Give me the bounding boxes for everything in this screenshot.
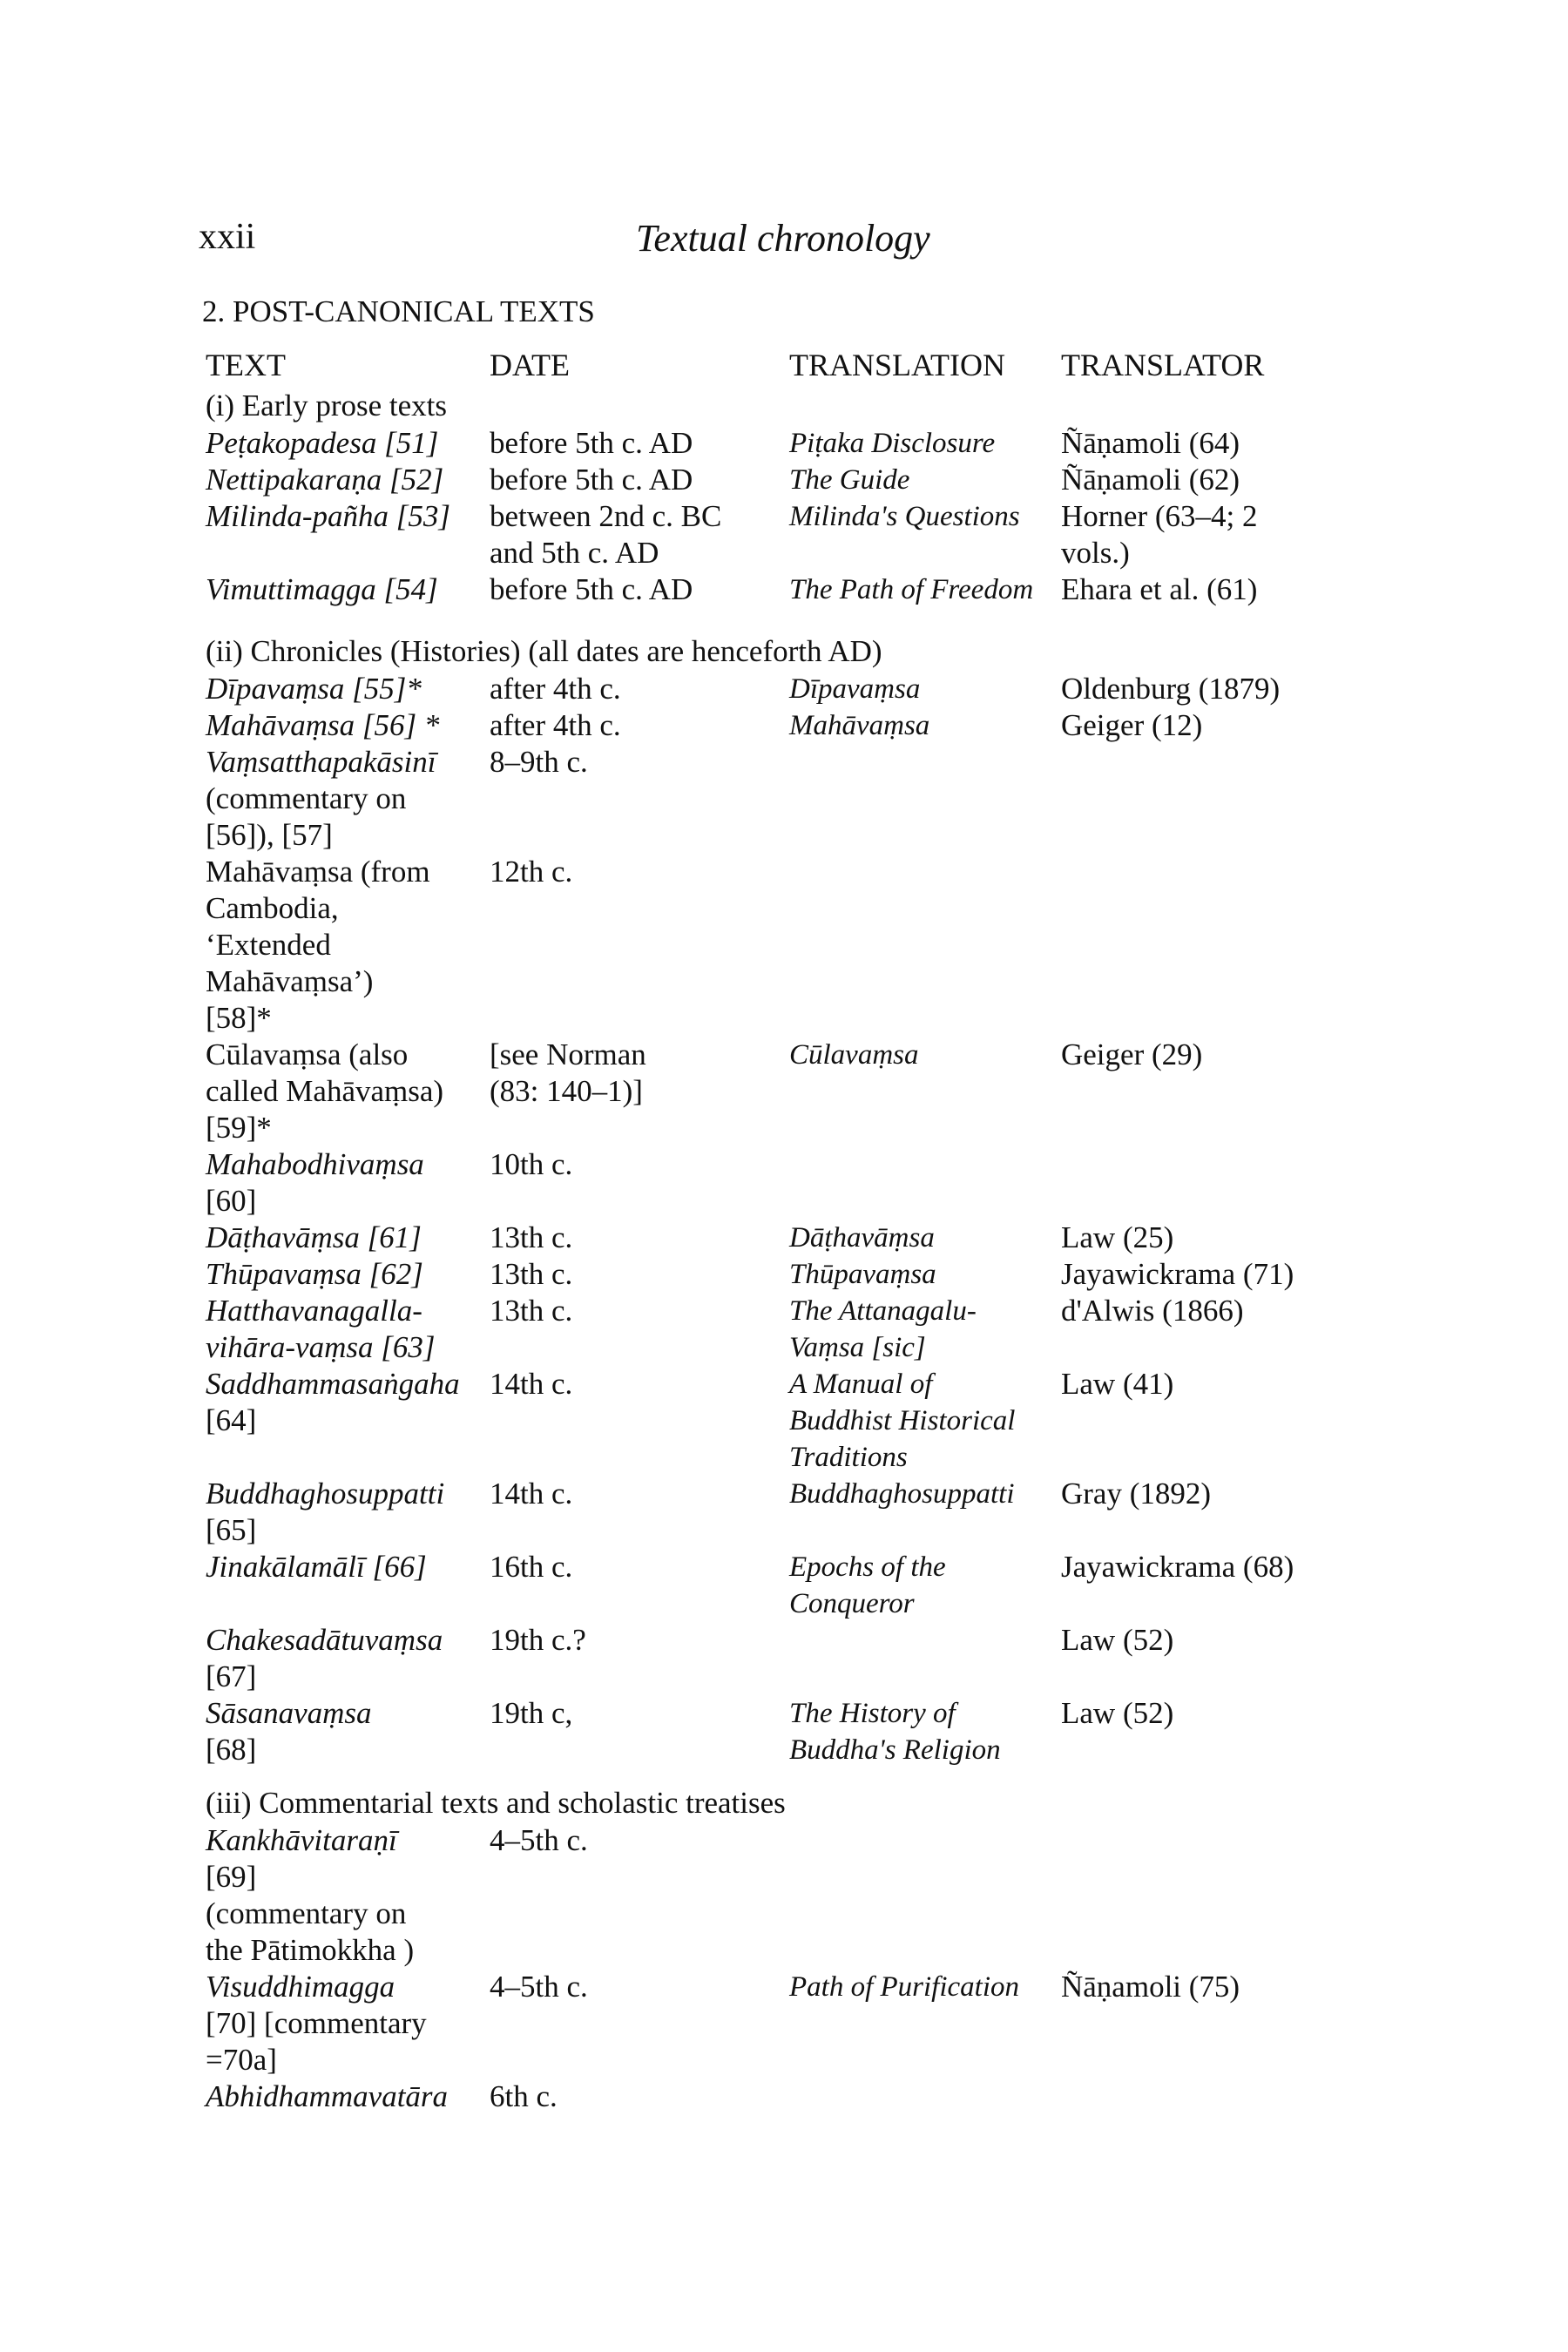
text-cell xyxy=(206,1146,424,1220)
group-heading-early-prose: (i) Early prose texts xyxy=(206,389,447,422)
translation-line: Conqueror xyxy=(789,1588,915,1619)
translation-line: Traditions xyxy=(789,1442,908,1473)
translation-cell xyxy=(789,1366,1015,1476)
translator-cell: Jayawickrama (68) xyxy=(1061,1550,1294,1584)
text-line: Buddhaghosuppatti xyxy=(206,1477,445,1511)
translator-cell: Gray (1892) xyxy=(1061,1477,1212,1511)
text-line: Kankhāvitaraṇī xyxy=(206,1823,397,1857)
translation-line: Buddhist Historical xyxy=(789,1405,1016,1436)
text-cell xyxy=(206,1293,435,1366)
text-line: (commentary on xyxy=(206,781,407,815)
text-cell: Thūpavaṃsa [62] xyxy=(206,1257,423,1291)
translation-cell xyxy=(789,1549,946,1622)
text-line: =70a] xyxy=(206,2043,277,2077)
date-cell: 8–9th c. xyxy=(490,745,588,779)
text-line: called Mahāvaṃsa) xyxy=(206,1074,444,1108)
group-heading-chronicles: (ii) Chronicles (Histories) (all dates are henceforth AD) xyxy=(206,634,882,668)
text-line: [56]), [57] xyxy=(206,818,333,852)
text-line: [67] xyxy=(206,1659,257,1693)
translator-cell xyxy=(1061,498,1258,571)
text-cell xyxy=(206,854,430,1037)
translation-cell: Dīpavaṃsa xyxy=(789,673,921,705)
translation-cell: Piṭaka Disclosure xyxy=(789,428,996,459)
translation-cell: Cūlavaṃsa xyxy=(789,1039,919,1071)
column-header-text: TEXT xyxy=(206,348,286,382)
date-cell: 12th c. xyxy=(490,855,573,889)
date-cell: 13th c. xyxy=(490,1220,573,1254)
text-line: Chakesadātuvaṃsa xyxy=(206,1623,443,1657)
text-line: ‘Extended xyxy=(206,928,331,962)
translator-cell: Ehara et al. (61) xyxy=(1061,572,1258,606)
date-cell: 4–5th c. xyxy=(490,1823,588,1857)
date-cell: 19th c.? xyxy=(490,1623,586,1657)
translation-cell: Mahāvaṃsa xyxy=(789,710,930,741)
text-line: Sāsanavaṃsa xyxy=(206,1696,372,1730)
text-cell xyxy=(206,1622,443,1695)
date-cell: 14th c. xyxy=(490,1477,573,1511)
text-line: [60] xyxy=(206,1184,257,1218)
section-title: 2. POST-CANONICAL TEXTS xyxy=(202,294,595,328)
text-line: Vaṃsatthapakāsinī xyxy=(206,745,436,779)
date-cell: after 4th c. xyxy=(490,708,621,742)
translation-line: Vaṃsa [sic] xyxy=(789,1332,926,1363)
text-cell: Abhidhammavatāra xyxy=(206,2079,449,2113)
text-line: [68] xyxy=(206,1733,257,1767)
page-number: xxii xyxy=(199,217,256,257)
translation-cell xyxy=(789,1293,977,1366)
text-line: Visuddhimagga xyxy=(206,1970,395,2004)
translator-cell: Ñāṇamoli (64) xyxy=(1061,426,1240,460)
date-cell: 10th c. xyxy=(490,1147,573,1181)
text-line: Mahabodhivaṃsa xyxy=(206,1147,424,1181)
date-cell xyxy=(490,1037,646,1110)
translator-cell: Oldenburg (1879) xyxy=(1061,672,1281,706)
date-cell: before 5th c. AD xyxy=(490,426,693,460)
text-cell xyxy=(206,1476,444,1549)
translator-cell: Law (25) xyxy=(1061,1220,1174,1254)
translation-line: The Attanagalu- xyxy=(789,1295,977,1327)
date-cell: 13th c. xyxy=(490,1294,573,1328)
text-cell xyxy=(206,1037,443,1146)
column-header-date: DATE xyxy=(490,348,570,382)
translator-cell: Ñāṇamoli (62) xyxy=(1061,463,1240,497)
text-cell xyxy=(206,1822,414,1969)
text-line: the Pātimokkha ) xyxy=(206,1933,415,1967)
translator-cell: Jayawickrama (71) xyxy=(1061,1257,1294,1291)
text-cell: Vimuttimagga [54] xyxy=(206,572,438,606)
date-cell: 19th c, xyxy=(490,1696,573,1730)
text-cell: Nettipakaraṇa [52] xyxy=(206,463,444,497)
translation-cell: Thūpavaṃsa xyxy=(789,1259,936,1290)
translation-cell xyxy=(789,1695,1001,1768)
translator-cell: Geiger (29) xyxy=(1061,1037,1203,1071)
text-cell xyxy=(206,1969,427,2078)
text-cell xyxy=(206,1695,372,1768)
translator-line: Horner (63–4; 2 xyxy=(1061,499,1258,533)
column-header-translator: TRANSLATOR xyxy=(1061,348,1265,382)
text-line: [59]* xyxy=(206,1111,272,1145)
translator-cell: d'Alwis (1866) xyxy=(1061,1294,1244,1328)
translator-cell: Law (52) xyxy=(1061,1623,1174,1657)
translator-line: vols.) xyxy=(1061,536,1130,570)
translation-line: A Manual of xyxy=(789,1369,933,1400)
date-cell: 14th c. xyxy=(490,1367,573,1401)
text-line: Hatthavanagalla- xyxy=(206,1294,422,1328)
text-line: [69] xyxy=(206,1860,257,1894)
group-heading-commentarial: (iii) Commentarial texts and scholastic treatises xyxy=(206,1786,786,1820)
translation-line: The History of xyxy=(789,1698,956,1729)
translation-line: Epochs of the xyxy=(789,1551,946,1583)
translation-cell: Dāṭhavāṃsa xyxy=(789,1222,935,1254)
text-line: Cambodia, xyxy=(206,891,339,925)
date-cell: 13th c. xyxy=(490,1257,573,1291)
translation-cell: Path of Purification xyxy=(789,1971,1019,2003)
translation-line: Buddha's Religion xyxy=(789,1734,1001,1766)
text-line: [64] xyxy=(206,1403,257,1437)
text-cell: Dāṭhavāṃsa [61] xyxy=(206,1220,422,1254)
translation-cell: The Path of Freedom xyxy=(789,574,1034,605)
text-cell: Dīpavaṃsa [55]* xyxy=(206,672,422,706)
date-cell: 6th c. xyxy=(490,2079,558,2113)
date-line: (83: 140–1)] xyxy=(490,1074,643,1108)
text-cell: Peṭakopadesa [51] xyxy=(206,426,439,460)
text-line: Cūlavaṃsa (also xyxy=(206,1037,409,1071)
date-cell xyxy=(490,498,721,571)
date-line: between 2nd c. BC xyxy=(490,499,722,533)
text-cell xyxy=(206,1366,460,1439)
date-line: [see Norman xyxy=(490,1037,646,1071)
text-line: Mahāvaṃsa (from xyxy=(206,855,430,889)
column-header-translation: TRANSLATION xyxy=(789,348,1005,382)
text-cell: Milinda-pañha [53] xyxy=(206,499,450,533)
date-line: and 5th c. AD xyxy=(490,536,659,570)
date-cell: after 4th c. xyxy=(490,672,621,706)
running-title: Textual chronology xyxy=(636,217,930,260)
text-line: [58]* xyxy=(206,1001,272,1035)
translator-cell: Ñāṇamoli (75) xyxy=(1061,1970,1240,2004)
text-line: Saddhammasaṅgaha xyxy=(206,1367,460,1401)
text-line: vihāra-vaṃsa [63] xyxy=(206,1330,436,1364)
text-line: [65] xyxy=(206,1513,257,1547)
date-cell: 4–5th c. xyxy=(490,1970,588,2004)
text-line: [70] [commentary xyxy=(206,2006,427,2040)
date-cell: 16th c. xyxy=(490,1550,573,1584)
text-cell xyxy=(206,744,436,854)
translator-cell: Geiger (12) xyxy=(1061,708,1203,742)
text-cell: Mahāvaṃsa [56] * xyxy=(206,708,440,742)
translator-cell: Law (41) xyxy=(1061,1367,1174,1401)
text-cell: Jinakālamālī [66] xyxy=(206,1550,427,1584)
text-line: Mahāvaṃsa’) xyxy=(206,964,374,998)
text-line: (commentary on xyxy=(206,1896,407,1930)
translation-cell: Buddhaghosuppatti xyxy=(789,1478,1015,1510)
translator-cell: Law (52) xyxy=(1061,1696,1174,1730)
translation-cell: The Guide xyxy=(789,464,910,496)
translation-cell: Milinda's Questions xyxy=(789,501,1020,532)
date-cell: before 5th c. AD xyxy=(490,463,693,497)
date-cell: before 5th c. AD xyxy=(490,572,693,606)
